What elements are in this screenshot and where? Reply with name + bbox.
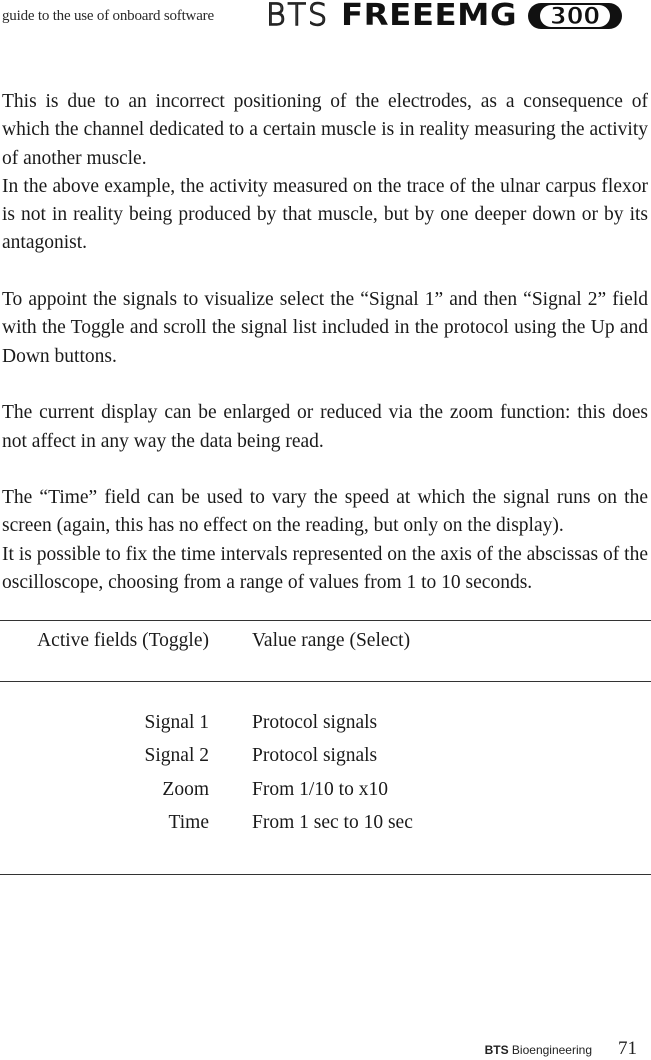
table-top-rule <box>0 620 651 621</box>
table-cell-field: Signal 2 <box>144 745 209 766</box>
footer-brand <box>485 1043 592 1057</box>
paragraph: To appoint the signals to visualize select the “Signal 1” and then “Signal 2” field with the Toggle and scroll the signal list included in the protocol using the Up and Down buttons. <box>2 289 648 367</box>
footer-brand-name: Bioengineering <box>508 1043 592 1057</box>
page-footer <box>485 1038 637 1060</box>
table-cell-field: Signal 1 <box>144 712 209 733</box>
brand-logo <box>266 0 622 32</box>
table-row <box>0 745 651 773</box>
brand-freeemg: FREEEMG <box>341 0 518 33</box>
table-header-range: Value range (Select) <box>252 630 411 651</box>
table-row <box>0 712 651 740</box>
footer-brand-bts: BTS <box>484 1043 509 1057</box>
table-bottom-rule <box>0 874 651 875</box>
table-header-rule <box>0 681 651 682</box>
table-header <box>0 630 651 654</box>
table-cell-range: From 1 sec to 10 sec <box>252 812 413 833</box>
header-caption: guide to the use of onboard software <box>2 8 214 24</box>
table-cell-range: Protocol signals <box>252 712 378 733</box>
table-cell-field: Time <box>168 812 209 833</box>
table-cell-field: Zoom <box>162 779 209 800</box>
table-header-fields: Active fields (Toggle) <box>37 630 209 651</box>
body-text <box>2 88 648 597</box>
table-cell-range: From 1/10 to x10 <box>252 779 388 800</box>
paragraph: This is due to an incorrect positioning of the electrodes, as a consequence of which the channel dedicated to a certain muscle is in reality measuring the activity of another muscle. <box>2 91 648 169</box>
brand-bts: BTS <box>266 0 330 33</box>
table-row <box>0 812 651 840</box>
page-number: 71 <box>618 1038 637 1059</box>
brand-badge-number: 300 <box>540 5 610 27</box>
paragraph: The “Time” field can be used to vary the speed at which the signal runs on the screen (again, this has no effect on the reading, but only on the display). <box>2 487 648 537</box>
page-header <box>0 0 651 34</box>
paragraph: In the above example, the activity measured on the trace of the ulnar carpus flexor is not in reality being produced by that muscle, but by one deeper down or by its antagonist. <box>2 175 648 254</box>
table-cell-range: Protocol signals <box>252 745 378 766</box>
table-row <box>0 779 651 807</box>
brand-badge <box>528 3 622 29</box>
paragraph: It is possible to fix the time intervals represented on the axis of the abscissas of the oscilloscope, choosing from a range of values from 1 to 10 seconds. <box>2 543 648 594</box>
paragraph: The current display can be enlarged or reduced via the zoom function: this does not affect in any way the data being read. <box>2 402 648 452</box>
